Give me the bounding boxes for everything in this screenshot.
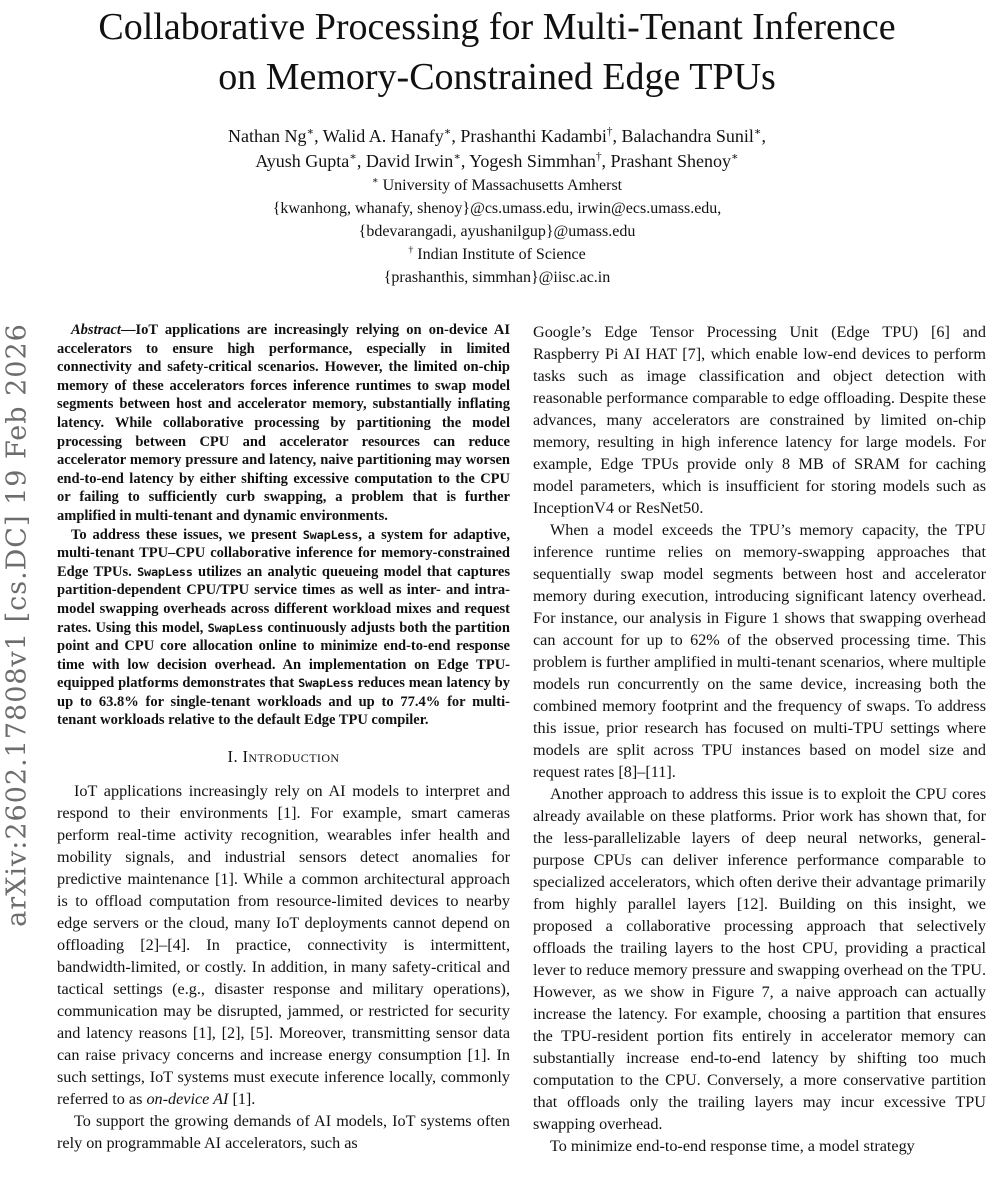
intro-paragraph-3: When a model exceeds the TPU’s memory capacity, the TPU inference runtime relies on memory-swapping approaches that sequentially swap model segments between host and accelerator memory during execution, introducing significant latency overhead. For instance, our analysis in Figure 1 shows that swapping overhead can account for up to 62% of the observed processing time. This problem is further amplified in multi-tenant scenarios, where multiple models run concurrently on the same device, increasing both the combined memory footprint and the frequency of swaps. To address this issue, prior research has focused on multi-TPU settings where models are split across TPU instances based on model size and request rates [8]–[11]. bbox=[533, 521, 986, 781]
section-heading-introduction: I. Introduction bbox=[227, 747, 340, 767]
abstract-paragraph-2: To address these issues, we present SwapLess, a system for adaptive, multi-tenant TPU–CPU collaborative inference for memory-constrained Edge TPUs. SwapLess utilizes an analytic queueing model that captures partition-dependent CPU/TPU service times as well as inter- and intra-model swapping overheads across different workload mixes and request rates. Using this model, SwapLess continuously adjusts both the partition point and CPU core allocation online to minimize end-to-end response time with low decision overhead. An implementation on Edge TPU-equipped platforms demonstrates that SwapLess reduces mean latency by up to 63.8% for single-tenant workloads and up to 77.4% for multi-tenant workloads relative to the default Edge TPU compiler. bbox=[57, 526, 510, 729]
affiliation-umass: ∗ University of Massachusetts Amherst bbox=[371, 175, 623, 194]
email-line-umass-1: {kwanhong, whanafy, shenoy}@cs.umass.edu, irwin@ecs.umass.edu, bbox=[272, 200, 722, 217]
paper-header bbox=[0, 0, 994, 289]
intro-paragraph-5: To minimize end-to-end response time, a model strategy bbox=[550, 1137, 915, 1155]
author-block bbox=[0, 124, 994, 289]
author-line-2: Ayush Gupta∗, David Irwin∗, Yogesh Simmhan†, Prashant Shenoy∗ bbox=[255, 151, 739, 171]
email-line-iisc: {prashanthis, simmhan}@iisc.ac.in bbox=[383, 269, 611, 286]
paper-title-line-2: on Memory-Constrained Edge TPUs bbox=[218, 56, 776, 98]
paper-title-line-1: Collaborative Processing for Multi-Tenant Inference bbox=[98, 6, 896, 48]
email-line-umass-2: {bdevarangadi, ayushanilgup}@umass.edu bbox=[358, 223, 636, 240]
intro-paragraph-1: IoT applications increasingly rely on AI models to interpret and respond to their environments [1]. For example, smart cameras perform real-time activity recognition, wearables infer health and mobility signals, and industrial sensors detect anomalies for predictive maintenance [1]. While a common architectural approach is to offload computation from resource-limited devices to nearby edge servers or the cloud, many IoT deployments cannot depend on offloading [2]–[4]. In practice, connectivity is intermittent, bandwidth-limited, or costly. In addition, in many safety-critical and tactical settings (e.g., disaster response and military operations), communication may be disrupted, jammed, or restricted for security and latency reasons [1], [2], [5]. Moreover, transmitting sensor data can raise privacy concerns and increase energy consumption [1]. In such settings, IoT systems must execute inference locally, commonly referred to as on-device AI [1]. bbox=[57, 782, 510, 1109]
abstract-paragraph-1: Abstract—IoT applications are increasingly relying on on-device AI accelerators to ensure high performance, especially in limited connectivity and safety-critical scenarios. However, the limited on-chip memory of these accelerators forces inference runtimes to swap model segments between host and accelerator memory, substantially inflating latency. While collaborative processing by partitioning the model processing between CPU and accelerator resources can reduce accelerator memory pressure and latency, naive partitioning may worsen end-to-end latency by either shifting excessive computation to the CPU or failing to sufficiently curb swapping, a problem that is further amplified in multi-tenant and dynamic environments. bbox=[57, 322, 510, 524]
two-column-body bbox=[0, 289, 994, 1157]
affiliation-iisc: † Indian Institute of Science bbox=[408, 244, 586, 263]
intro-paragraph-2: To support the growing demands of AI models, IoT systems often rely on programmable AI accelerators, such as bbox=[57, 1112, 510, 1153]
intro-paragraph-2-continuation: Google’s Edge Tensor Processing Unit (Edge TPU) [6] and Raspberry Pi AI HAT [7], which enable low-end devices to perform tasks such as image classification and object detection with reasonable performance comparable to edge offloading. Despite these advances, many accelerators are constrained by limited on-chip memory, resulting in high inference latency for large models. For example, Edge TPUs provide only 8 MB of SRAM for caching model parameters, which is insufficient for storing models such as InceptionV4 or ResNet50. bbox=[533, 323, 986, 517]
author-line-1: Nathan Ng∗, Walid A. Hanafy∗, Prashanthi Kadambi†, Balachandra Sunil∗, bbox=[228, 126, 766, 146]
right-column bbox=[533, 321, 986, 1157]
left-column bbox=[57, 321, 510, 1154]
arxiv-watermark: arXiv:2602.17808v1 [cs.DC] 19 Feb 2026 bbox=[1, 323, 33, 927]
intro-paragraph-4: Another approach to address this issue is to exploit the CPU cores already available on these platforms. Prior work has shown that, for the less-parallelizable layers of deep neural networks, general-purpose CPUs can deliver inference performance comparable to specialized accelerators, which often derive their advantage primarily from highly parallel layers [12]. Building on this insight, we proposed a collaborative processing approach that selectively offloads the trailing layers to the host CPU, providing a practical lever to reduce memory pressure and swapping overhead on the TPU. However, as we show in Figure 7, a naive approach can actually increase the latency. For example, choosing a partition that ensures the TPU-resident portion fits entirely in accelerator memory can substantially increase end-to-end latency by shifting too much computation to the CPU. Conversely, a more conservative partition that offloads only the trailing layers may incur excessive TPU swapping overhead. bbox=[533, 785, 986, 1133]
